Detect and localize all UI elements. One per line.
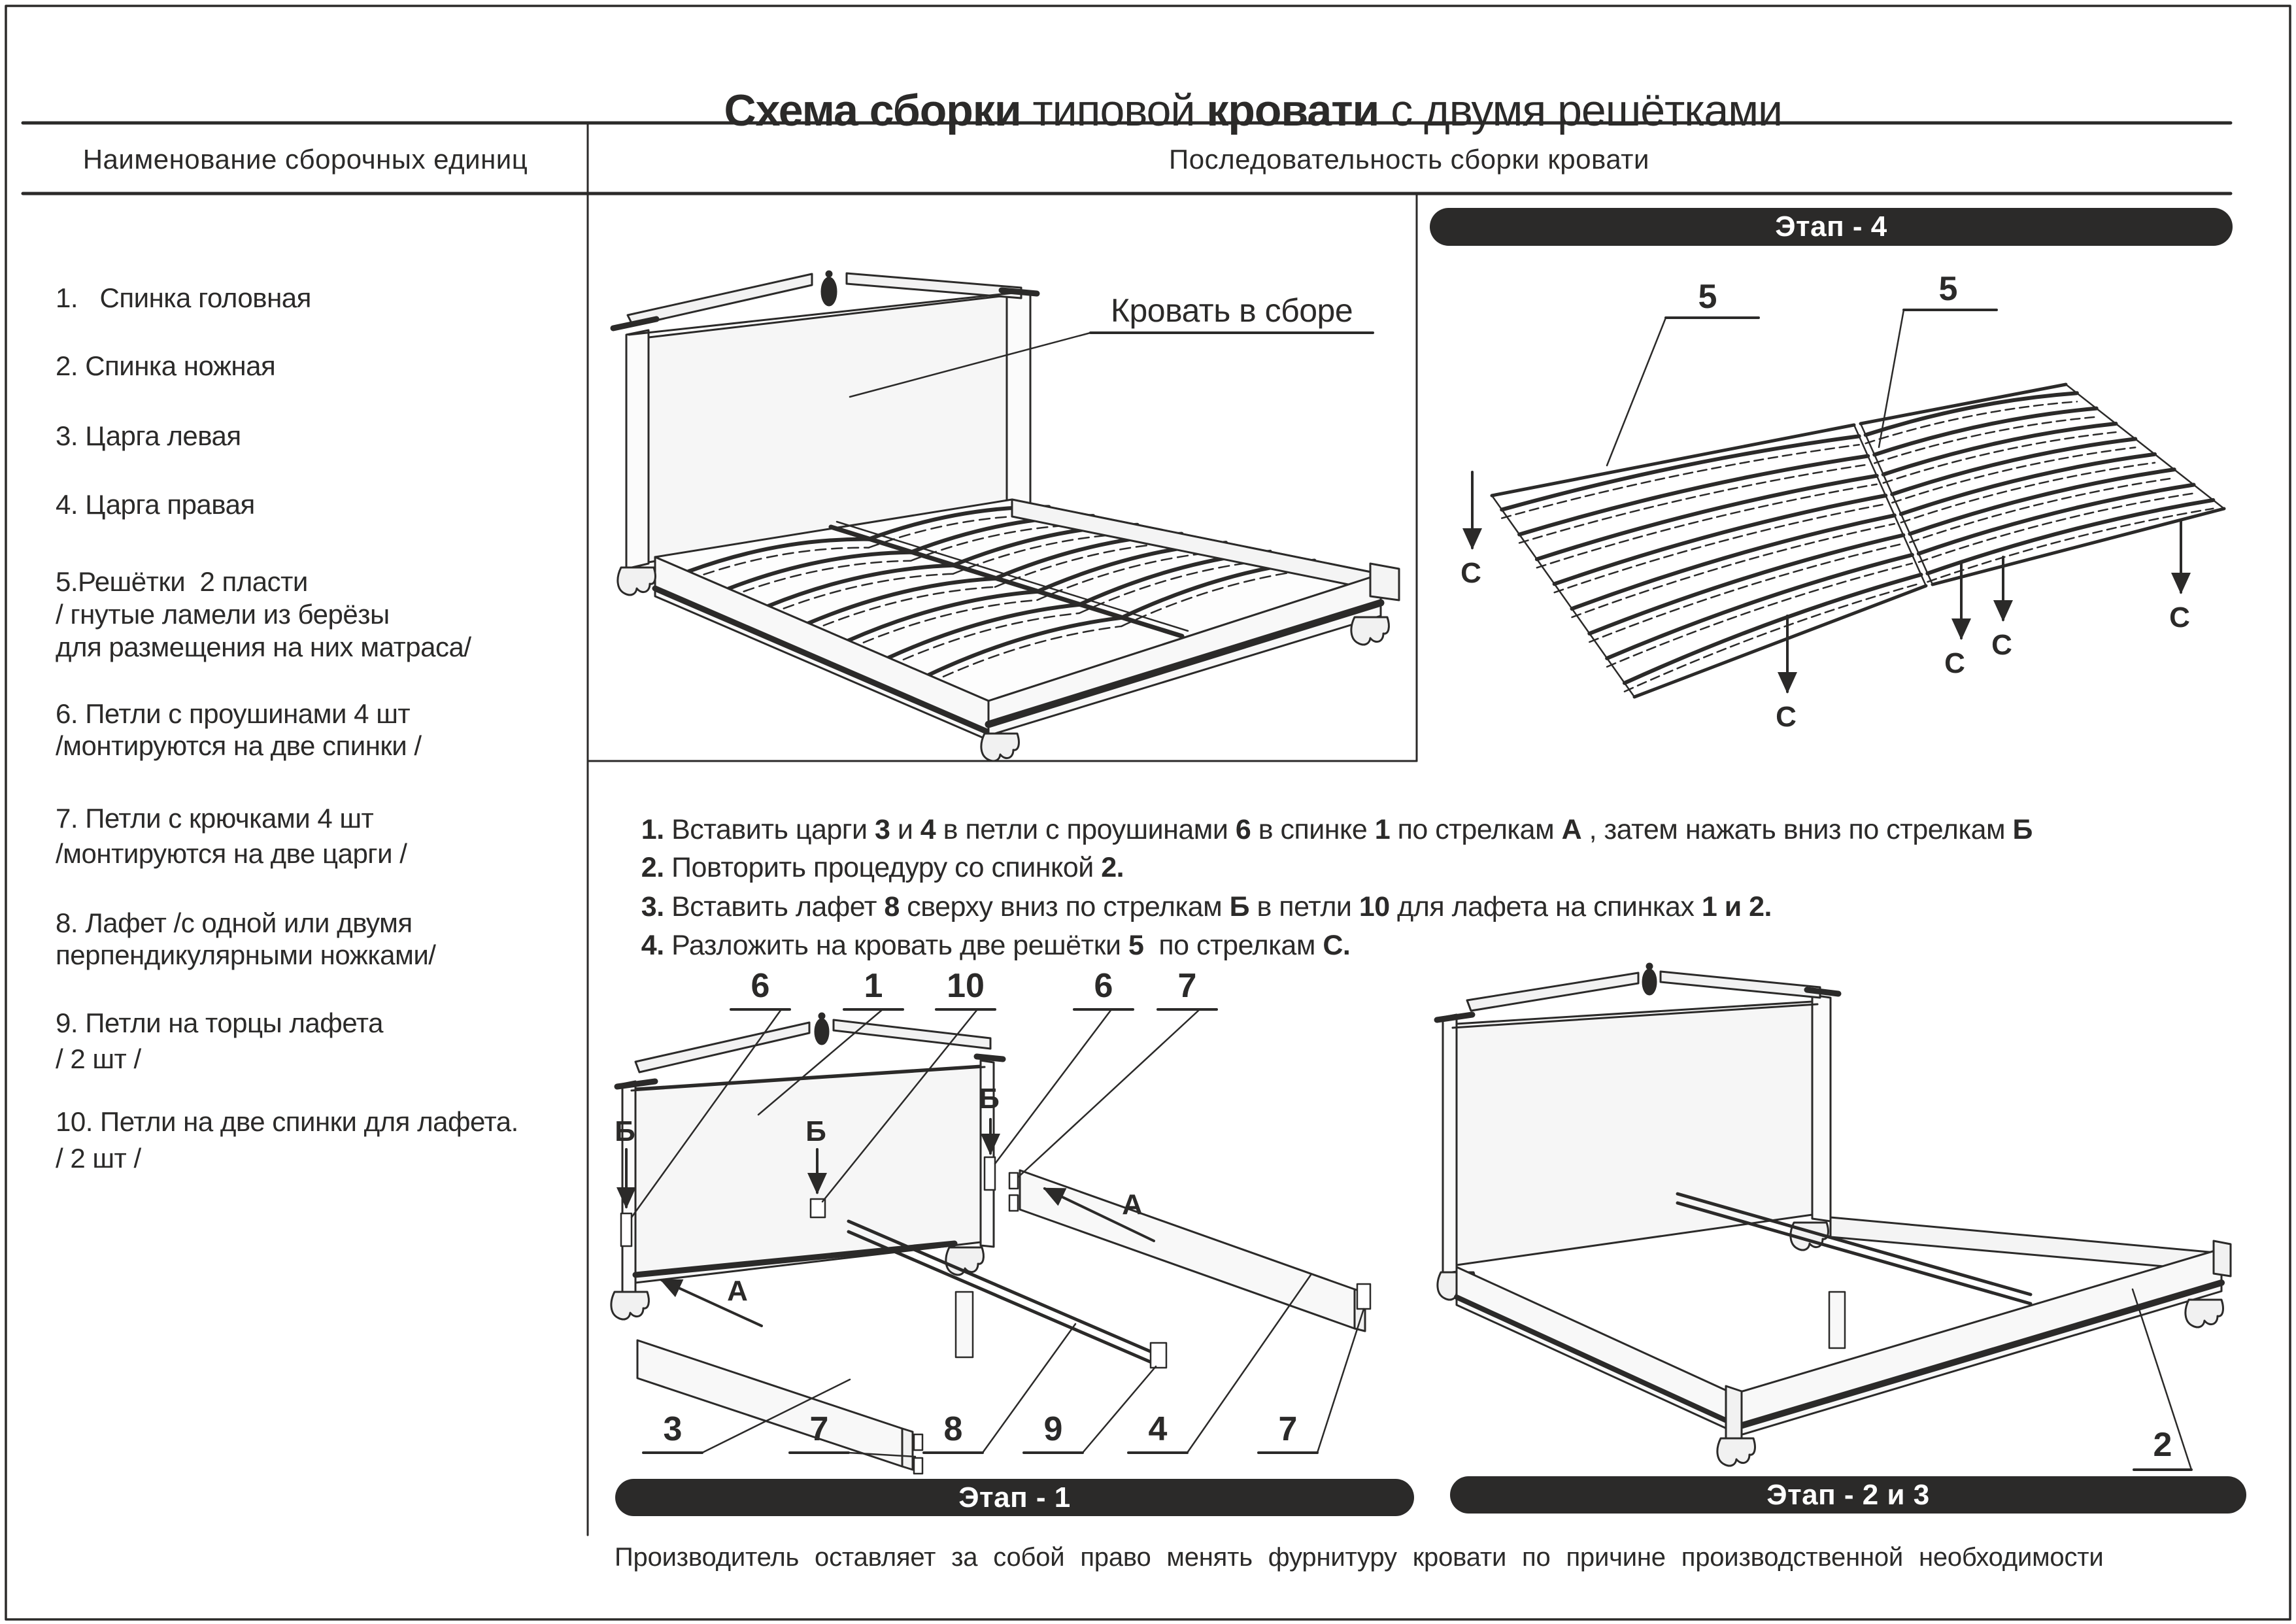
step-1: 1. Вставить царги 3 и 4 в петли с проушинами 6 в спинке 1 по стрелкам А , затем нажать вниз по стрелкам Б bbox=[641, 814, 2033, 845]
parts-list-item: 2. Спинка ножная bbox=[56, 350, 276, 381]
callout-4: 4 bbox=[1148, 1410, 1168, 1448]
parts-list-item: 10. Петли на две спинки для лафета. bbox=[56, 1106, 518, 1137]
arrow-label-b: Б bbox=[615, 1115, 635, 1147]
stage4-grids-diagram bbox=[1472, 310, 2224, 697]
stage1-bottom-leaders bbox=[643, 1275, 1364, 1457]
parts-list-item: / 2 шт / bbox=[56, 1143, 141, 1174]
manufacturer-disclaimer: Производитель оставляет за собой право менять фурнитуру кровати по причине производственной необходимости bbox=[615, 1543, 2104, 1572]
parts-list-item: для размещения на них матраса/ bbox=[56, 632, 471, 662]
assembled-bed-label: Кровать в сборе bbox=[1110, 292, 1353, 329]
arrow-label-c: С bbox=[1776, 701, 1797, 733]
parts-list-item: 4. Царга правая bbox=[56, 489, 255, 520]
parts-list-item: /монтируются на две спинки / bbox=[56, 730, 422, 761]
step-4: 4. Разложить на кровать две решётки 5 по стрелкам С. bbox=[641, 930, 1351, 961]
callout-2: 2 bbox=[2153, 1426, 2172, 1464]
callout-6: 6 bbox=[751, 967, 770, 1005]
arrow-label-c: С bbox=[1944, 647, 1965, 679]
callout-1: 1 bbox=[864, 967, 883, 1005]
stage-23-badge: Этап - 2 и 3 bbox=[1450, 1476, 2246, 1514]
arrow-label-b: Б bbox=[979, 1083, 1000, 1115]
callout-8: 8 bbox=[943, 1410, 963, 1448]
callout-5: 5 bbox=[1938, 270, 1958, 308]
parts-list-item: 7. Петли с крючками 4 шт bbox=[56, 803, 374, 834]
arrow-c-icons bbox=[1472, 472, 2181, 692]
parts-list-item: / гнутые ламели из берёзы bbox=[56, 599, 390, 630]
parts-list-item: /монтируются на две царги / bbox=[56, 838, 407, 869]
parts-list-item: перпендикулярными ножками/ bbox=[56, 939, 436, 970]
parts-list-item: 5.Решётки 2 пласти bbox=[56, 566, 308, 597]
callout-10: 10 bbox=[947, 967, 985, 1005]
stage-4-badge: Этап - 4 bbox=[1430, 208, 2233, 246]
column-header-sequence: Последовательность сборки кровати bbox=[1169, 144, 1649, 175]
stage-1-badge: Этап - 1 bbox=[615, 1479, 1414, 1516]
arrow-label-c: С bbox=[1991, 629, 2012, 661]
parts-list-item: 1. Спинка головная bbox=[56, 282, 311, 313]
callout-7: 7 bbox=[809, 1410, 829, 1448]
step-2: 2. Повторить процедуру со спинкой 2. bbox=[641, 852, 1124, 883]
callout-7: 7 bbox=[1278, 1410, 1298, 1448]
parts-list-item: 8. Лафет /с одной или двумя bbox=[56, 907, 413, 938]
arrow-label-a: А bbox=[727, 1275, 748, 1307]
arrow-label-a: А bbox=[1122, 1189, 1143, 1221]
stage1-exploded-diagram bbox=[611, 1009, 1370, 1474]
assembled-bed-diagram bbox=[613, 271, 1399, 761]
parts-list-item: / 2 шт / bbox=[56, 1043, 141, 1074]
page-title: Схема сборки типовой кровати с двумя решётками bbox=[724, 86, 1783, 135]
step-3: 3. Вставить лафет 8 сверху вниз по стрелкам Б в петли 10 для лафета на спинках 1 и 2. bbox=[641, 891, 1772, 922]
column-header-parts: Наименование сборочных единиц bbox=[82, 144, 528, 175]
callout-7: 7 bbox=[1177, 967, 1197, 1005]
parts-list-item: 3. Царга левая bbox=[56, 420, 241, 451]
arrow-label-c: С bbox=[2169, 601, 2190, 634]
callout-9: 9 bbox=[1043, 1410, 1063, 1448]
stage23-frame-diagram bbox=[1437, 964, 2231, 1470]
arrow-label-c: С bbox=[1460, 557, 1481, 589]
callout-5: 5 bbox=[1698, 278, 1717, 316]
callout-6: 6 bbox=[1094, 967, 1113, 1005]
parts-list-item: 9. Петли на торцы лафета bbox=[56, 1007, 383, 1038]
callout-3: 3 bbox=[663, 1410, 683, 1448]
parts-list-item: 6. Петли с проушинами 4 шт bbox=[56, 698, 411, 729]
grid-callout-leaders bbox=[1607, 310, 1997, 465]
arrow-label-b: Б bbox=[805, 1115, 826, 1147]
